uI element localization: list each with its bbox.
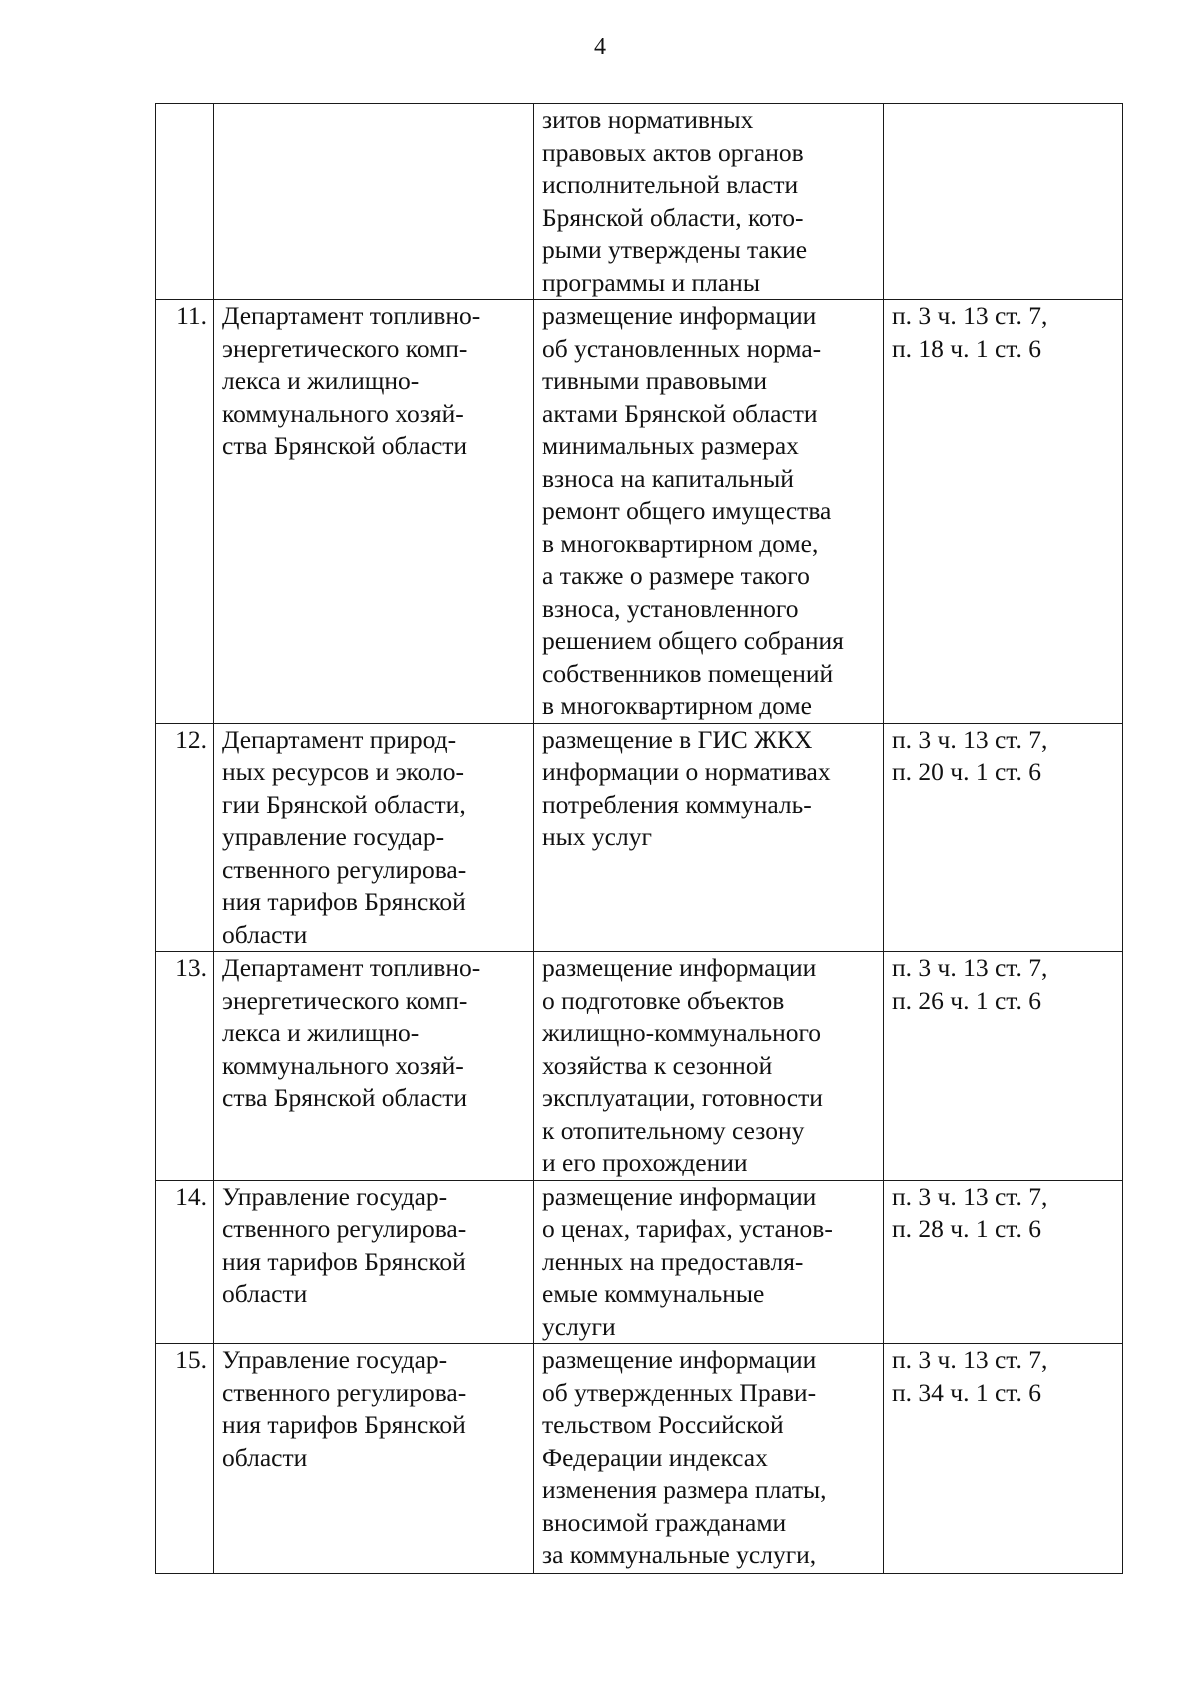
responsible-body: Управление государ- ственного регулирова- ния тарифов Брянской области — [214, 1180, 534, 1344]
row-number: 12. — [156, 723, 214, 952]
information-description: размещение в ГИС ЖКХ информации о нормативах потребления коммуналь- ных услуг — [534, 723, 884, 952]
legal-reference: п. 3 ч. 13 ст. 7, п. 18 ч. 1 ст. 6 — [884, 300, 1123, 724]
information-description: размещение информации о ценах, тарифах, установ- ленных на предоставля- емые коммунальные услуги — [534, 1180, 884, 1344]
row-number: 15. — [156, 1344, 214, 1574]
legal-reference: п. 3 ч. 13 ст. 7, п. 34 ч. 1 ст. 6 — [884, 1344, 1123, 1574]
legal-reference: п. 3 ч. 13 ст. 7, п. 20 ч. 1 ст. 6 — [884, 723, 1123, 952]
responsible-body: Департамент природ- ных ресурсов и эколо- гии Брянской области, управление государ- ственного регулирова- ния тарифов Брянской области — [214, 723, 534, 952]
table-row — [156, 1180, 1123, 1344]
legal-reference — [884, 104, 1123, 300]
information-description: зитов нормативных правовых актов органов исполнительной власти Брянской области, кото- рыми утверждены такие программы и планы — [534, 104, 884, 300]
information-description: размещение информации о подготовке объектов жилищно-коммунального хозяйства к сезонной эксплуатации, готовности к отопительному сезону и его прохождении — [534, 952, 884, 1181]
table-row — [156, 1344, 1123, 1574]
responsible-body: Департамент топливно- энергетического комп- лекса и жилищно- коммунального хозяй- ства Брянской области — [214, 300, 534, 724]
information-description: размещение информации об установленных норма- тивными правовыми актами Брянской области минимальных размерах взноса на капитальный ремонт общего имущества в многоквартирном доме, а также о размере такого взноса, установленного решением общего собрания собственников помещений в многоквартирном доме — [534, 300, 884, 724]
page-number: 4 — [594, 34, 606, 60]
table-row — [156, 723, 1123, 952]
information-description: размещение информации об утвержденных Прави- тельством Российской Федерации индексах изменения размера платы, вносимой гражданами за коммунальные услуги, — [534, 1344, 884, 1574]
responsible-body — [214, 104, 534, 300]
table-row — [156, 300, 1123, 724]
responsible-body: Департамент топливно- энергетического комп- лекса и жилищно- коммунального хозяй- ства Брянской области — [214, 952, 534, 1181]
legal-reference: п. 3 ч. 13 ст. 7, п. 28 ч. 1 ст. 6 — [884, 1180, 1123, 1344]
row-number — [156, 104, 214, 300]
document-table — [155, 103, 1123, 1574]
row-number: 14. — [156, 1180, 214, 1344]
row-number: 11. — [156, 300, 214, 724]
legal-reference: п. 3 ч. 13 ст. 7, п. 26 ч. 1 ст. 6 — [884, 952, 1123, 1181]
responsible-body: Управление государ- ственного регулирова- ния тарифов Брянской области — [214, 1344, 534, 1574]
table-row — [156, 952, 1123, 1181]
table-row — [156, 104, 1123, 300]
row-number: 13. — [156, 952, 214, 1181]
